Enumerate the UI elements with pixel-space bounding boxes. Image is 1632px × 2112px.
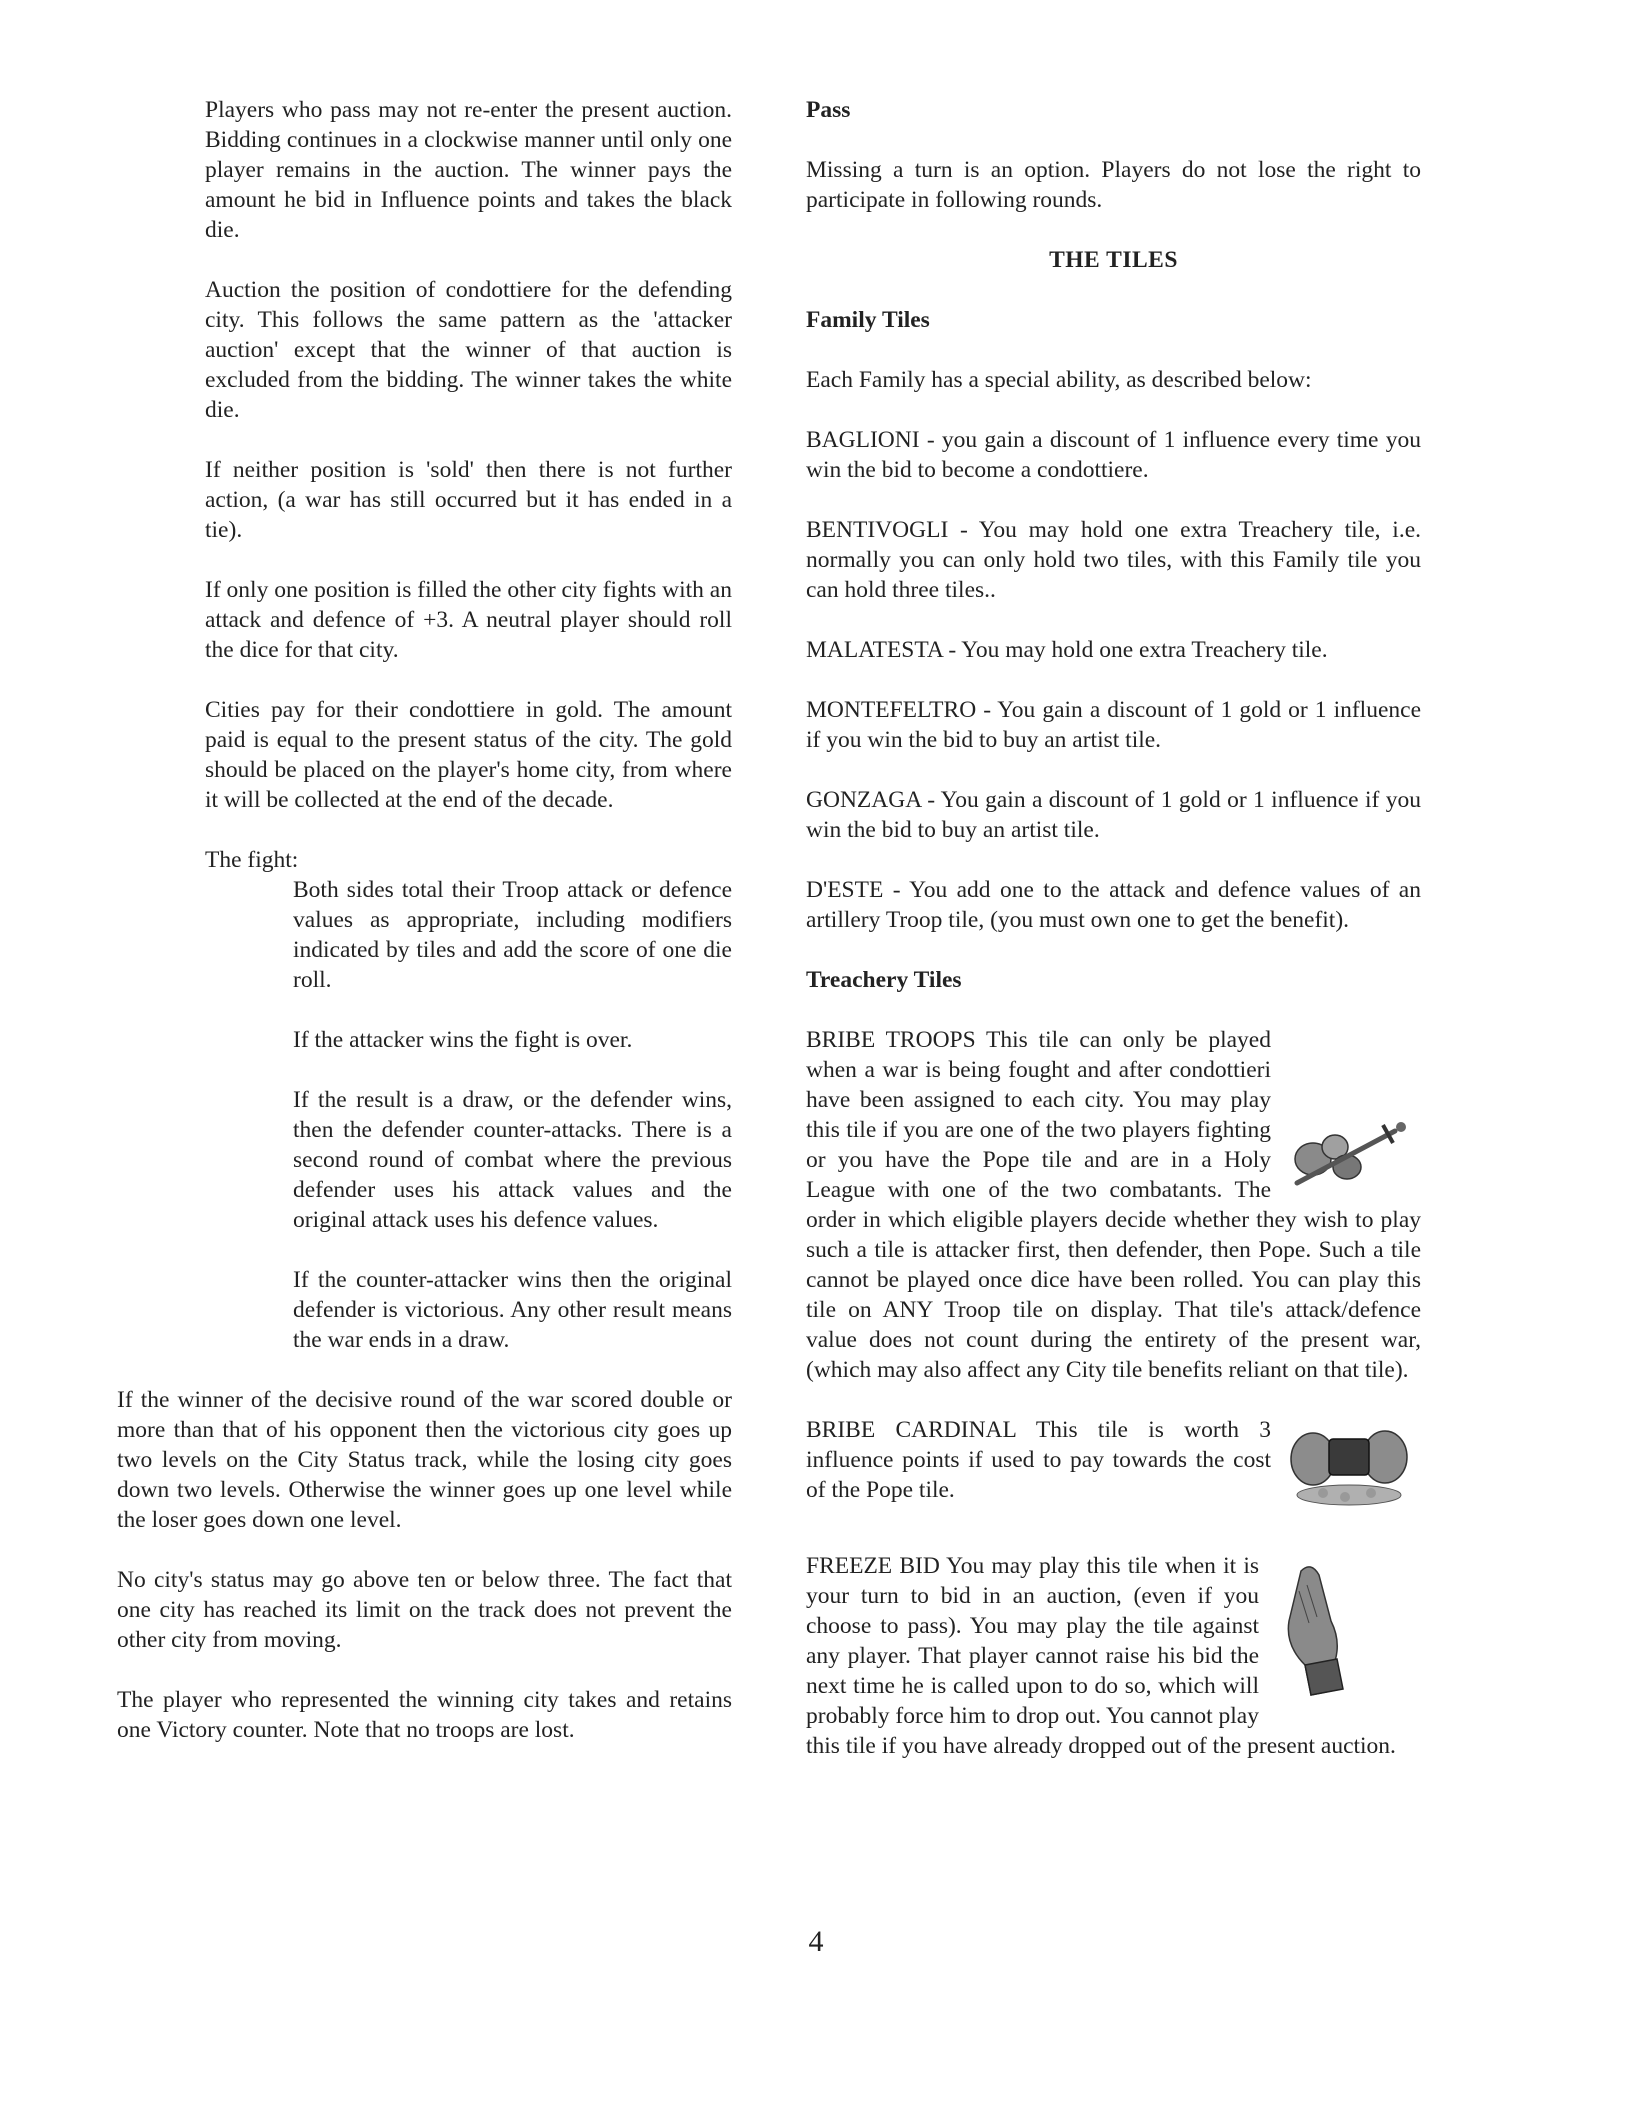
family-tiles-heading: Family Tiles (806, 307, 930, 333)
money-chest-icon (1283, 1409, 1413, 1517)
fight-paragraph-totals: Both sides total their Troop attack or defence values as appropriate, including modifiers indicated by tiles and add the score of one die roll. (293, 877, 732, 993)
paragraph-one-position: If only one position is filled the other city fights with an attack and defence of +3. A neutral player should roll the dice for that city. (205, 577, 732, 663)
paragraph-city-pay: Cities pay for their condottiere in gold. The amount paid is equal to the present status of the city. The gold should be placed on the player's home city, from where it will be collected at the end of the decade. (205, 697, 732, 813)
sword-and-bags-icon (1283, 1117, 1413, 1197)
pass-heading: Pass (806, 97, 851, 123)
page-number: 4 (808, 1925, 824, 1958)
paragraph-pass-rule: Players who pass may not re-enter the present auction. Bidding continues in a clockwise manner until only one player remains in the auction. The winner pays the amount he bid in Influence points and takes the black die. (205, 97, 732, 243)
bribe-troops-text: BRIBE TROOPS This tile can only be played when a war is being fought and after condottieri have been assigned to each city. You may play this tile if you are one of the two players fighting or you have the Pope tile and are in a Holy League with one of the two combatants. The order in which eligible players decide whether they wish to play such a tile is attacker first, then defender, then Pope. Such a tile cannot be played once dice have been rolled. You can play this tile on ANY Troop tile on display. That tile's attack/defence value does not count during the entirety of the present war, (which may also affect any City tile benefits reliant on that tile). (806, 1027, 1421, 1383)
family-malatesta: MALATESTA - You may hold one extra Treachery tile. (806, 637, 1328, 663)
family-montefeltro: MONTEFELTRO - You gain a discount of 1 gold or 1 influence if you win the bid to buy an artist tile. (806, 697, 1421, 753)
family-intro: Each Family has a special ability, as described below: (806, 367, 1312, 393)
family-deste: D'ESTE - You add one to the attack and defence values of an artillery Troop tile, (you must own one to get the benefit). (806, 877, 1421, 933)
family-gonzaga: GONZAGA - You gain a discount of 1 gold or 1 influence if you win the bid to buy an artist tile. (806, 787, 1421, 843)
fight-paragraph-counter-attack: If the result is a draw, or the defender wins, then the defender counter-attacks. There is a second round of combat where the previous defender uses his attack values and the original attack uses his defence values. (293, 1087, 732, 1233)
freeze-bid-text: FREEZE BID You may play this tile when it is your turn to bid in an auction, (even if you choose to pass). You may play the tile against any player. That player cannot raise his bid the next time he is called upon to do so, which will probably force him to drop out. You cannot play this tile if you have already dropped out of the present auction. (806, 1553, 1396, 1759)
fight-label: The fight: (205, 847, 299, 873)
pass-text: Missing a turn is an option. Players do not lose the right to participate in following rounds. (806, 157, 1421, 213)
paragraph-no-sale: If neither position is 'sold' then there is not further action, (a war has still occurred but it has ended in a tie). (205, 457, 732, 543)
freeze-bid-block (806, 1551, 1421, 1761)
fight-section (117, 875, 732, 1355)
bribe-cardinal-block (806, 1415, 1421, 1521)
paragraph-decisive-round: If the winner of the decisive round of the war scored double or more than that of his opponent then the victorious city goes up two levels on the City Status track, while the losing city goes down two levels. Otherwise the winner goes up one level while the loser goes down one level. (117, 1387, 732, 1533)
paragraph-status-limits: No city's status may go above ten or below three. The fact that one city has reached its limit on the track does not prevent the other city from moving. (117, 1567, 732, 1653)
left-column (117, 95, 732, 1775)
family-bentivogli: BENTIVOGLI - You may hold one extra Treachery tile, i.e. normally you can only hold two tiles, with this Family tile you can hold three tiles.. (806, 517, 1421, 603)
raised-hand-icon (1271, 1561, 1371, 1709)
right-column (806, 95, 1421, 1761)
bribe-cardinal-text: BRIBE CARDINAL This tile is worth 3 influence points if used to pay towards the cost of the Pope tile. (806, 1417, 1271, 1503)
tiles-heading: THE TILES (1049, 247, 1178, 273)
paragraph-defender-auction: Auction the position of condottiere for the defending city. This follows the same pattern as the 'attacker auction' except that the winner of that auction is excluded from the bidding. The winner takes the white die. (205, 277, 732, 423)
paragraph-victory-counter: The player who represented the winning city takes and retains one Victory counter. Note that no troops are lost. (117, 1687, 732, 1743)
fight-paragraph-attacker-wins: If the attacker wins the fight is over. (293, 1027, 633, 1053)
fight-paragraph-counter-wins: If the counter-attacker wins then the original defender is victorious. Any other result means the war ends in a draw. (293, 1267, 732, 1353)
family-baglioni: BAGLIONI - you gain a discount of 1 influence every time you win the bid to become a condottiere. (806, 427, 1421, 483)
treachery-tiles-heading: Treachery Tiles (806, 967, 962, 993)
bribe-troops-block (806, 1025, 1421, 1385)
